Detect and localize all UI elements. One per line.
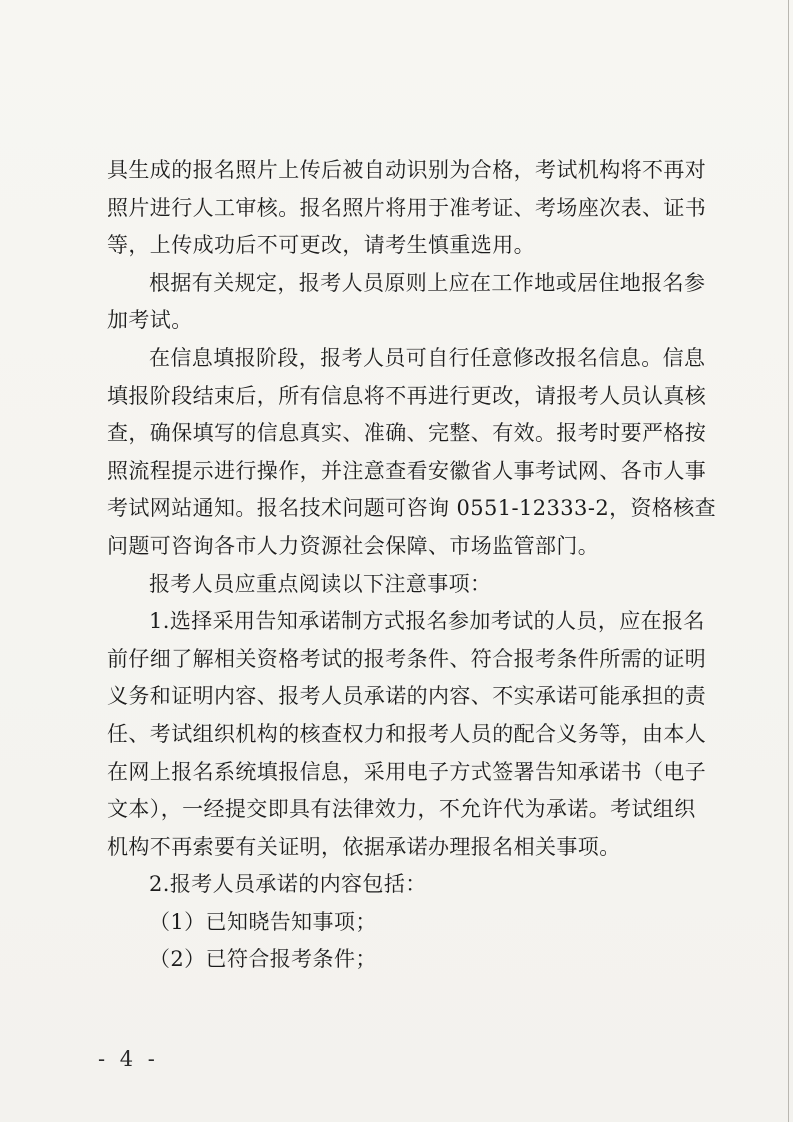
text-line: 问题可咨询各市人力资源社会保障、市场监管部门。	[107, 533, 600, 558]
text-line: 具生成的报名照片上传后被自动识别为合格，考试机构将不再对	[107, 158, 707, 182]
text-line: （1）已知晓告知事项；	[149, 909, 377, 934]
text-line: 在网上报名系统填报信息，采用电子方式签署告知承诺书（电子	[107, 759, 707, 784]
text-line: 填报阶段结束后，所有信息将不再进行更改，请报考人员认真核	[107, 383, 707, 408]
text-line: 文本），一经提交即具有法律效力，不允许代为承诺。考试组织	[107, 797, 696, 822]
text-line: 报考人员应重点阅读以下注意事项：	[149, 571, 492, 596]
text-line: 前仔细了解相关资格考试的报考条件、符合报考条件所需的证明	[107, 646, 707, 671]
text-line: 考试网站通知。报名技术问题可咨询 0551-12333-2，资格核查	[107, 496, 717, 521]
text-line: 机构不再索要有关证明，依据承诺办理报名相关事项。	[107, 834, 621, 859]
text-line: 照流程提示进行操作，并注意查看安徽省人事考试网、各市人事	[107, 458, 707, 483]
text-line: （2）已符合报考条件；	[149, 947, 377, 972]
text-line: 照片进行人工审核。报名照片将用于准考证、考场座次表、证书	[107, 195, 707, 220]
text-line: 加考试。	[107, 308, 193, 333]
text-line: 任、考试组织机构的核查权力和报考人员的配合义务等，由本人	[107, 721, 707, 746]
text-line: 2.报考人员承诺的内容包括：	[149, 872, 427, 897]
text-line: 在信息填报阶段，报考人员可自行任意修改报名信息。信息	[149, 345, 706, 370]
text-line: 义务和证明内容、报考人员承诺的内容、不实承诺可能承担的责	[107, 684, 707, 709]
page-edge-divider	[788, 0, 789, 1122]
text-line: 等，上传成功后不可更改，请考生慎重选用。	[107, 233, 535, 258]
text-line: 1.选择采用告知承诺制方式报名参加考试的人员，应在报名	[149, 609, 705, 634]
page-number: - 4 -	[98, 1047, 159, 1071]
body-text	[107, 152, 717, 979]
text-line: 查，确保填写的信息真实、准确、完整、有效。报考时要严格按	[107, 421, 707, 446]
text-line: 根据有关规定，报考人员原则上应在工作地或居住地报名参	[149, 270, 706, 295]
